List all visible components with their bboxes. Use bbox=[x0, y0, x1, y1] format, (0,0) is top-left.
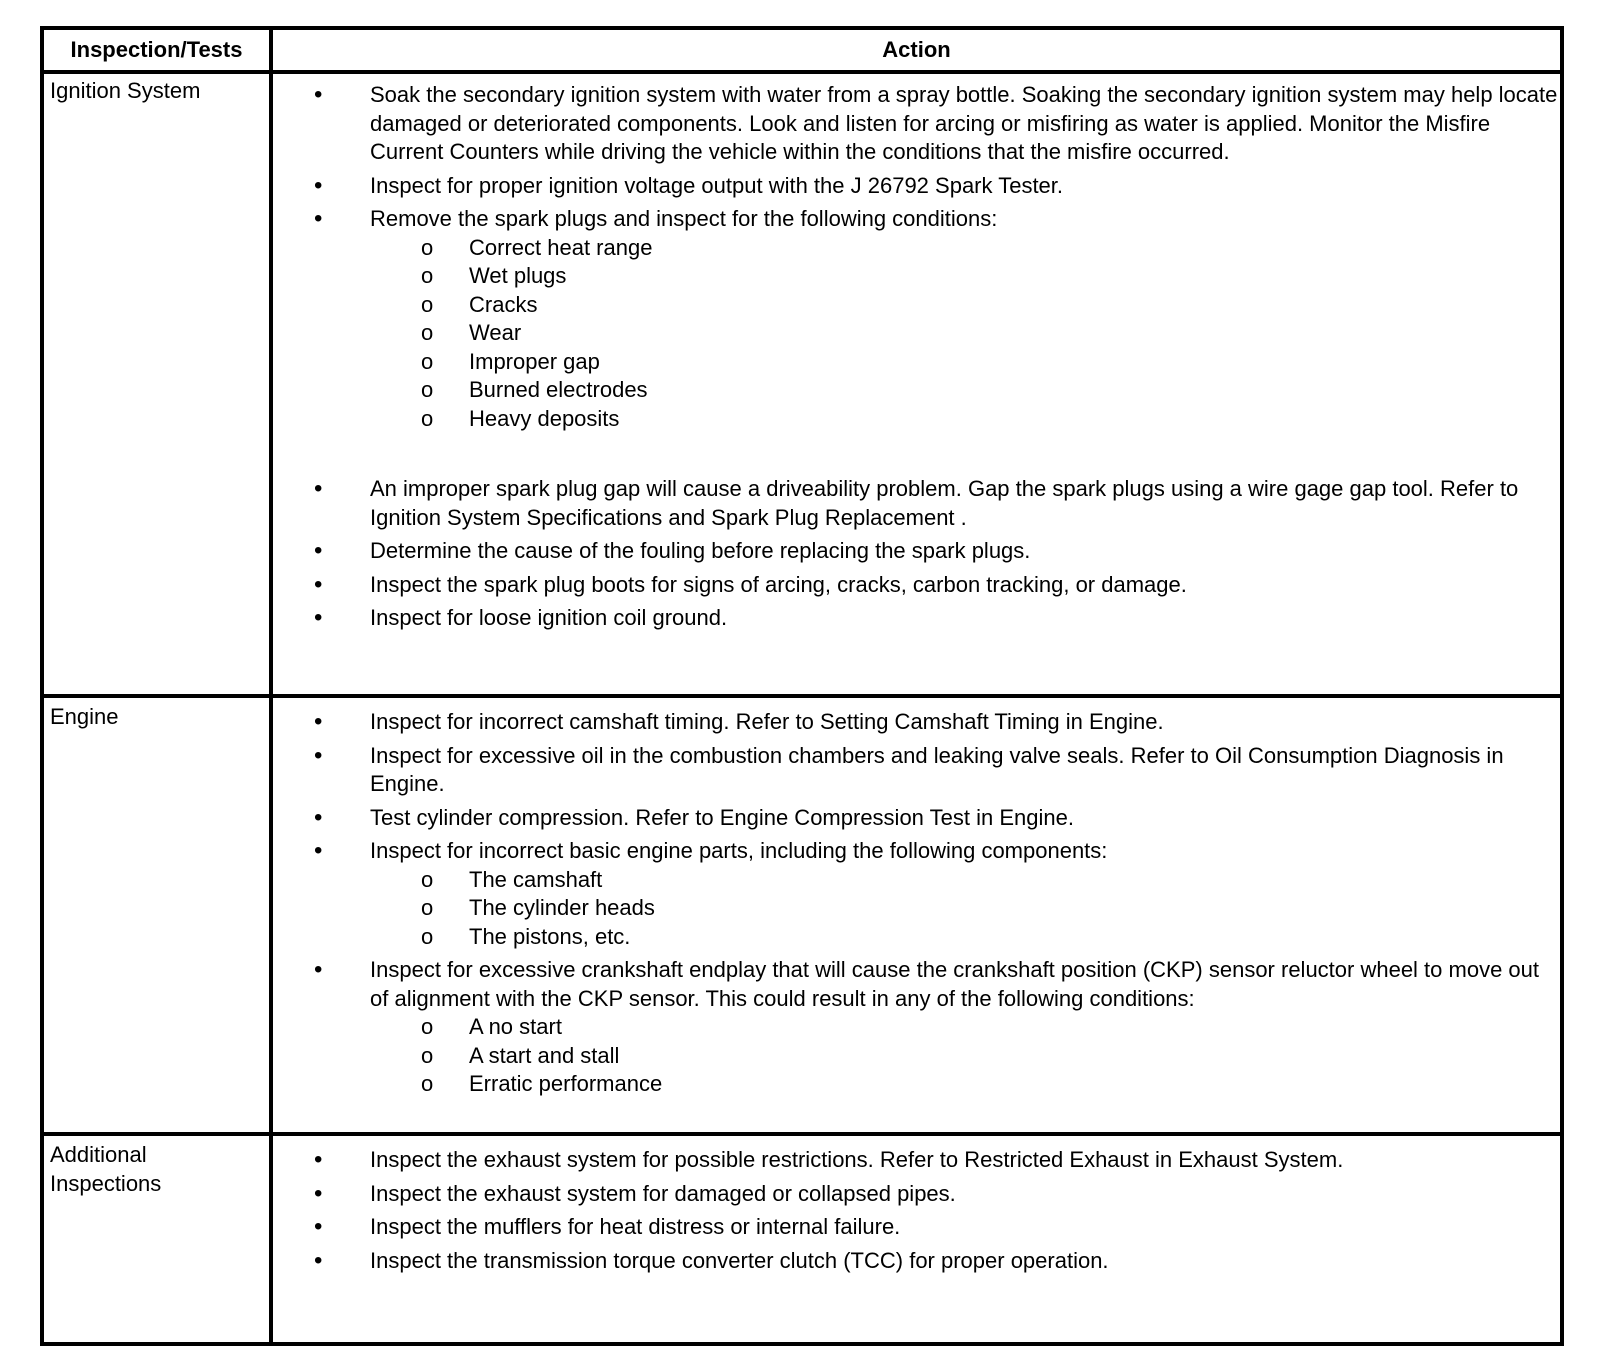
category-engine: Engine bbox=[50, 704, 119, 729]
sub-list-item: o The pistons, etc. bbox=[314, 923, 1560, 952]
additional-actions bbox=[314, 1146, 1560, 1280]
sub-list-item: o Wear bbox=[314, 319, 1560, 348]
header-inspection-tests: Inspection/Tests bbox=[70, 37, 243, 62]
list-item: • Determine the cause of the fouling before replacing the spark plugs. bbox=[314, 537, 1560, 566]
sub-list-item: o Correct heat range bbox=[314, 234, 1560, 263]
header-divider bbox=[44, 70, 1560, 74]
list-item: • Inspect for incorrect basic engine parts, including the following components: bbox=[314, 837, 1560, 866]
list-item: • Inspect the exhaust system for damaged or collapsed pipes. bbox=[314, 1180, 1560, 1209]
header-action: Action bbox=[882, 37, 951, 62]
list-item: • Inspect the mufflers for heat distress or internal failure. bbox=[314, 1213, 1560, 1242]
list-item: • Inspect the exhaust system for possible restrictions. Refer to Restricted Exhaust in Exhaust System. bbox=[314, 1146, 1560, 1175]
row-divider bbox=[44, 1132, 1560, 1136]
list-item: • Inspect for excessive crankshaft endplay that will cause the crankshaft position (CKP) sensor reluctor wheel to move out of alignment with the CKP sensor. This could result in any of the following conditions: bbox=[314, 956, 1560, 1013]
sub-list-item: o Cracks bbox=[314, 291, 1560, 320]
column-divider bbox=[269, 30, 273, 1342]
sub-list-item: o Burned electrodes bbox=[314, 376, 1560, 405]
sub-list-item: o Wet plugs bbox=[314, 262, 1560, 291]
sub-list-item: o A no start bbox=[314, 1013, 1560, 1042]
list-item: • Inspect for incorrect camshaft timing. Refer to Setting Camshaft Timing in Engine. bbox=[314, 708, 1560, 737]
list-item: • Remove the spark plugs and inspect for the following conditions: bbox=[314, 205, 1560, 234]
list-item: • Inspect the spark plug boots for signs of arcing, cracks, carbon tracking, or damage. bbox=[314, 571, 1560, 600]
sub-list-item: o Improper gap bbox=[314, 348, 1560, 377]
list-item: • Inspect for excessive oil in the combustion chambers and leaking valve seals. Refer to Oil Consumption Diagnosis in Engine. bbox=[314, 742, 1560, 799]
list-item: • Inspect for proper ignition voltage output with the J 26792 Spark Tester. bbox=[314, 172, 1560, 201]
sub-list-item: o The cylinder heads bbox=[314, 894, 1560, 923]
sub-list-item: o Heavy deposits bbox=[314, 405, 1560, 434]
list-item: • Inspect for loose ignition coil ground. bbox=[314, 604, 1560, 633]
list-item: • An improper spark plug gap will cause a driveability problem. Gap the spark plugs using a wire gage gap tool. Refer to Ignition System Specifications and Spark Plug Replacement . bbox=[314, 475, 1560, 532]
inspection-table bbox=[40, 26, 1564, 1346]
list-item: • Soak the secondary ignition system with water from a spray bottle. Soaking the secondary ignition system may help locate damaged or deteriorated components. Look and listen for arcing or misfiring as water is applied. Monitor the Misfire Current Counters while driving the vehicle within the conditions that the misfire occurred. bbox=[314, 81, 1560, 167]
engine-actions bbox=[314, 708, 1560, 1099]
sub-list-item: o The camshaft bbox=[314, 866, 1560, 895]
sub-list-item: o Erratic performance bbox=[314, 1070, 1560, 1099]
list-item: • Test cylinder compression. Refer to Engine Compression Test in Engine. bbox=[314, 804, 1560, 833]
list-item: • Inspect the transmission torque converter clutch (TCC) for proper operation. bbox=[314, 1247, 1560, 1276]
category-ignition-system: Ignition System bbox=[50, 78, 201, 103]
sub-list-item: o A start and stall bbox=[314, 1042, 1560, 1071]
row-divider bbox=[44, 694, 1560, 698]
category-additional-inspections: Additional Inspections bbox=[50, 1142, 162, 1196]
ignition-actions bbox=[314, 81, 1560, 638]
